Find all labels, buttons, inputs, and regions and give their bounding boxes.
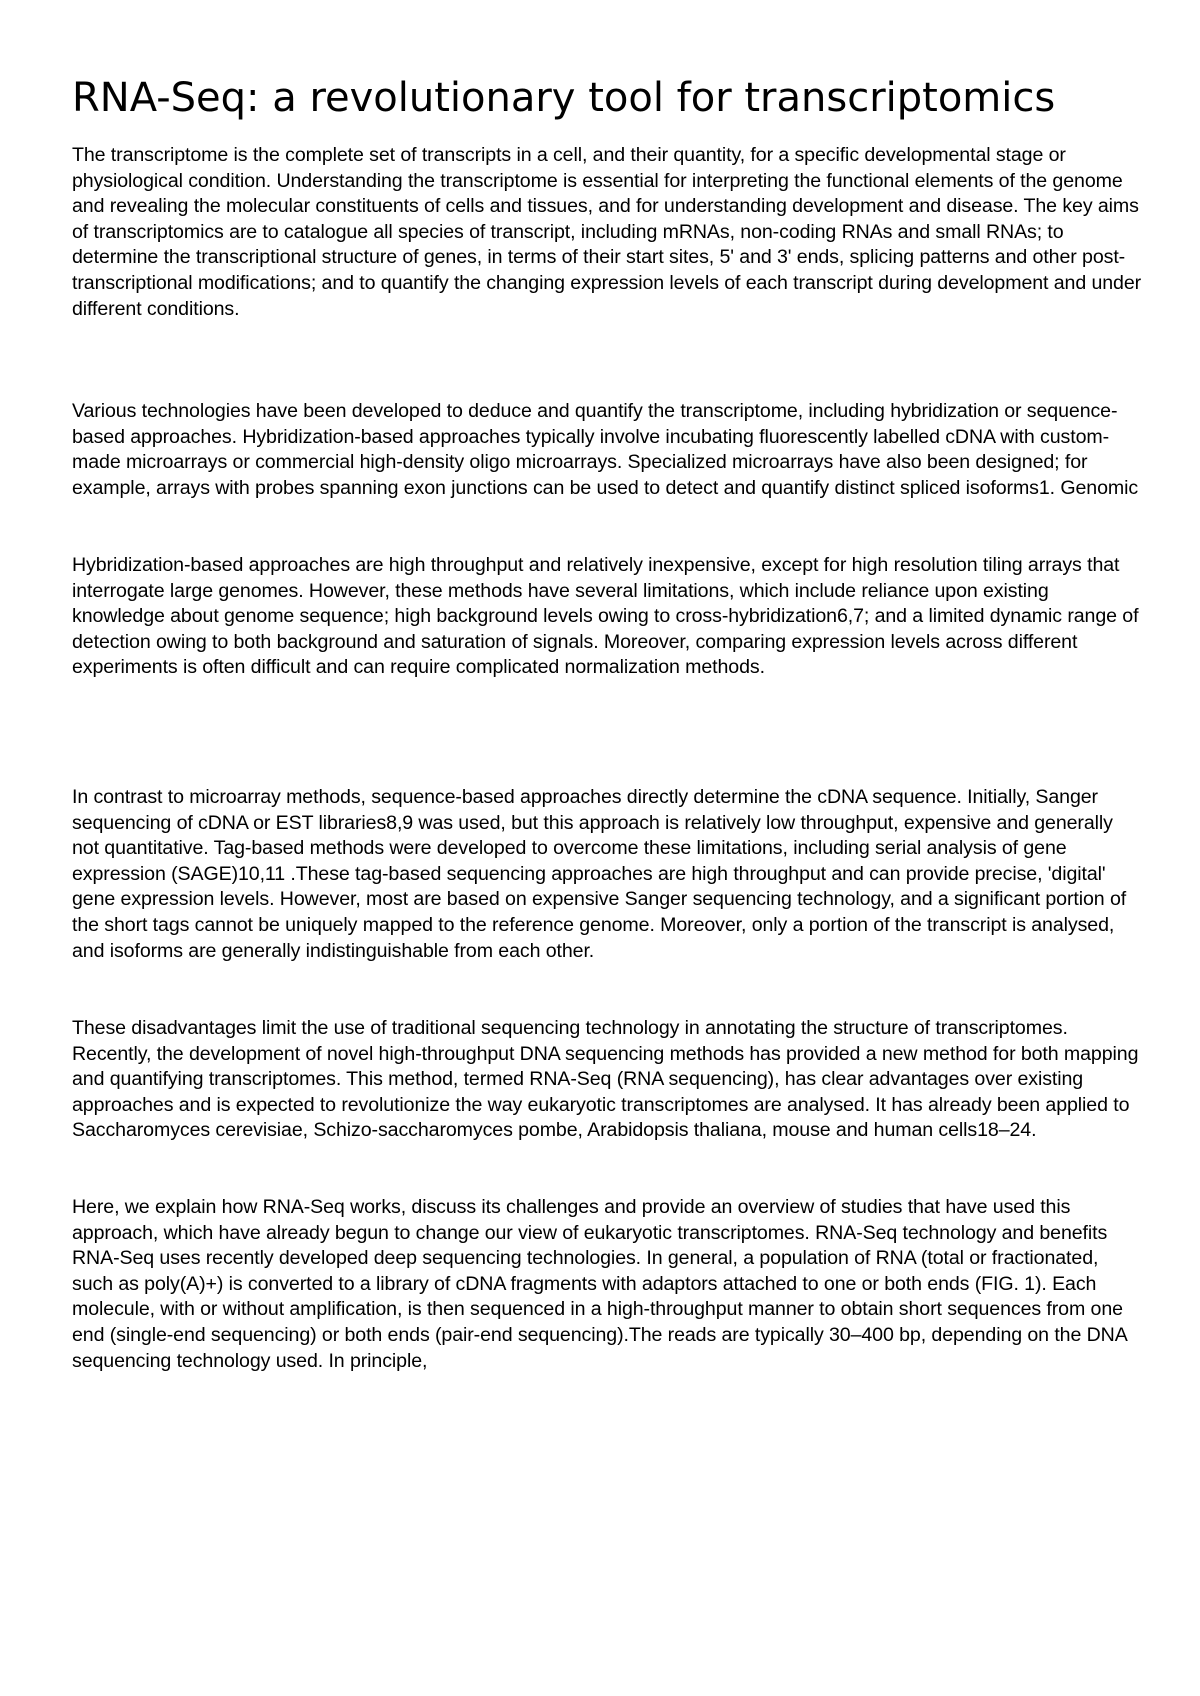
document-title: RNA-Seq: a revolutionary tool for transcriptomics [72, 75, 1056, 121]
paragraph-transcriptome-definition: The transcriptome is the complete set of transcripts in a cell, and their quantity, for a specific developmental stage or physiological condition. Understanding the transcriptome is essential for interpreting the functional elements of the genome and revealing the molecular constituents of cells and tissues, and for understanding development and disease. The key aims of transcriptomics are to catalogue all species of transcript, including mRNAs, non-coding RNAs and small RNAs; to determine the transcriptional structure of genes, in terms of their start sites, 5' and 3' ends, splicing patterns and other post-transcriptional modifications; and to quantify the changing expression levels of each transcript during development and under different conditions. [72, 144, 1142, 320]
paragraph-rna-seq-overview: Here, we explain how RNA-Seq works, discuss its challenges and provide an overview of studies that have used this approach, which have already begun to change our view of eukaryotic transcriptomes. RNA-Seq technology and benefits RNA-Seq uses recently developed deep sequencing technologies. In general, a population of RNA (total or fractionated, such as poly(A)+) is converted to a library of cDNA fragments with adaptors attached to one or both ends (FIG. 1). Each molecule, with or without amplification, is then sequenced in a high-throughput manner to obtain short sequences from one end (single-end sequencing) or both ends (pair-end sequencing).The reads are typically 30–400 bp, depending on the DNA sequencing technology used. In principle, [72, 1196, 1127, 1372]
paragraph-rna-seq-advantages: These disadvantages limit the use of traditional sequencing technology in annotating the structure of transcriptomes. Recently, the development of novel high-throughput DNA sequencing methods has provided a new method for both mapping and quantifying transcriptomes. This method, termed RNA-Seq (RNA sequencing), has clear advantages over existing approaches and is expected to revolutionize the way eukaryotic transcriptomes are analysed. It has already been applied to Saccharomyces cerevisiae, Schizo-saccharomyces pombe, Arabidopsis thaliana, mouse and human cells18–24. [72, 1017, 1139, 1142]
paragraph-sequence-based-approaches: In contrast to microarray methods, sequence-based approaches directly determine the cDNA sequence. Initially, Sanger sequencing of cDNA or EST libraries8,9 was used, but this approach is relatively low throughput, expensive and generally not quantitative. Tag-based methods were developed to overcome these limitations, including serial analysis of gene expression (SAGE)10,11 .These tag-based sequencing approaches are high throughput and can provide precise, 'digital' gene expression levels. However, most are based on expensive Sanger sequencing technology, and a significant portion of the short tags cannot be uniquely mapped to the reference genome. Moreover, only a portion of the transcript is analysed, and isoforms are generally indistinguishable from each other. [72, 786, 1127, 962]
paragraph-technologies: Various technologies have been developed to deduce and quantify the transcriptome, including hybridization or sequence-based approaches. Hybridization-based approaches typically involve incubating fluorescently labelled cDNA with custom-made microarrays or commercial high-density oligo microarrays. Specialized microarrays have also been designed; for example, arrays with probes spanning exon junctions can be used to detect and quantify distinct spliced isoforms1. Genomic [72, 400, 1139, 499]
paragraph-hybridization-limitations: Hybridization-based approaches are high throughput and relatively inexpensive, except for high resolution tiling arrays that interrogate large genomes. However, these methods have several limitations, which include reliance upon existing knowledge about genome sequence; high background levels owing to cross-hybridization6,7; and a limited dynamic range of detection owing to both background and saturation of signals. Moreover, comparing expression levels across different experiments is often difficult and can require complicated normalization methods. [72, 554, 1139, 679]
